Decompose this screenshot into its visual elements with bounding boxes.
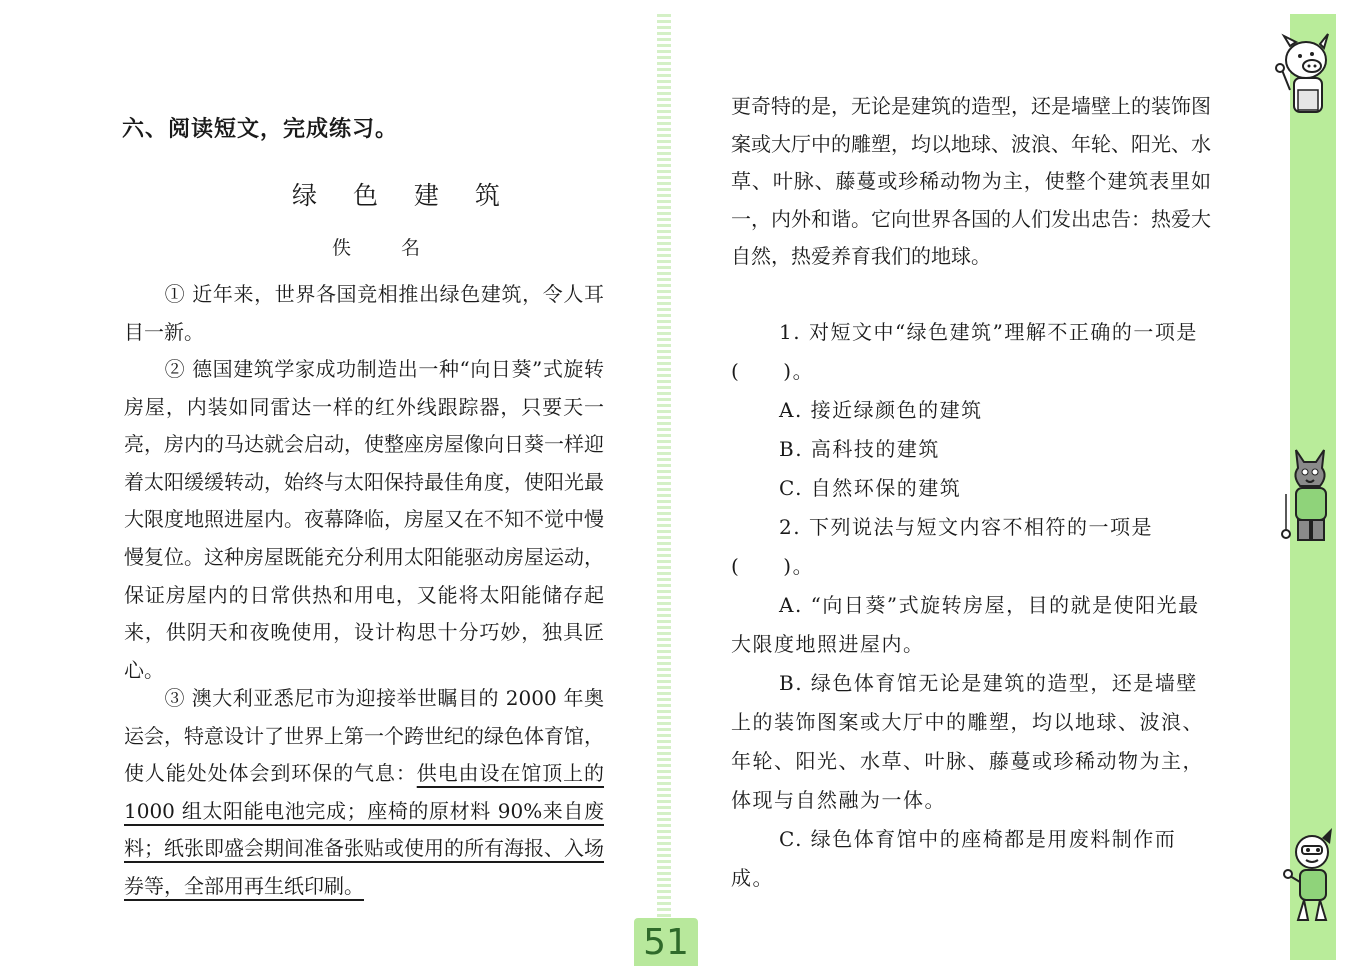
question-1 [731,313,1211,508]
page-number: 51 [634,918,698,966]
book-spine [657,14,671,919]
section-title: 六、阅读短文，完成练习。 [122,117,399,142]
underlined-passage: 供电由设在馆顶上的 1000 组太阳能电池完成；座椅的原材料 90%来自废料；纸张即盛会期间准备张贴或使用的所有海报、入场券等，全部用再生纸印刷。 [124,761,605,898]
question-1-option-b: B. 高科技的建筑 [779,437,940,461]
question-1-option-a: A. 接近绿颜色的建筑 [779,398,983,422]
paragraph-2: ② 德国建筑学家成功制造出一种“向日葵”式旋转房屋，内装如同雷达一样的红外线跟踪器，只要天一亮，房内的马达就会启动，使整座房屋像向日葵一样迎着太阳缓缓转动，始终与太阳保持最佳角度，使阳光最大限度地照进屋内。夜幕降临，房屋又在不知不觉中慢慢复位。这种房屋既能充分利用太阳能驱动房屋运动，保证房屋内的日常供热和用电，又能将太阳能储存起来，供阴天和夜晚使用，设计构思十分巧妙，独具匠心。 [124,357,604,682]
question-2-option-c: C. 绿色体育馆中的座椅都是用废料制作而成。 [731,827,1177,890]
article-title: 绿 色 建 筑 [292,181,514,210]
article-author: 佚 名 [332,237,443,259]
question-2 [731,508,1211,898]
question-1-option-c: C. 自然环保的建筑 [779,476,962,500]
question-2-stem: 2. 下列说法与短文内容不相符的一项是( )。 [731,515,1153,578]
paragraph-1: ① 近年来，世界各国竞相推出绿色建筑，令人耳目一新。 [124,282,604,344]
paragraph-3-text: ③ 澳大利亚悉尼市为迎接举世瞩目的 2000 年奥运会，特意设计了世界上第一个跨世纪的绿色体育馆，使人能处处体会到环保的气息： [124,686,604,786]
pig-character-icon [1268,30,1340,130]
question-2-option-a: A. “向日葵”式旋转房屋，目的就是使阳光最大限度地照进屋内。 [731,593,1200,656]
question-1-stem: 1. 对短文中“绿色建筑”理解不正确的一项是( )。 [731,320,1198,383]
paragraph-3 [124,680,604,906]
question-2-option-b: B. 绿色体育馆无论是建筑的造型，还是墙壁上的装饰图案或大厅中的雕塑，均以地球、波浪、年轮、阳光、水草、叶脉、藤蔓或珍稀动物为主，体现与自然融为一体。 [731,671,1204,812]
dog-character-icon [1278,826,1340,926]
wolf-character-icon [1276,442,1342,552]
paragraph-3-continuation: 更奇特的是，无论是建筑的造型，还是墙壁上的装饰图案或大厅中的雕塑，均以地球、波浪、年轮、阳光、水草、叶脉、藤蔓或珍稀动物为主，使整个建筑表里如一，内外和谐。它向世界各国的人们发出忠告：热爱大自然，热爱养育我们的地球。 [731,94,1211,269]
